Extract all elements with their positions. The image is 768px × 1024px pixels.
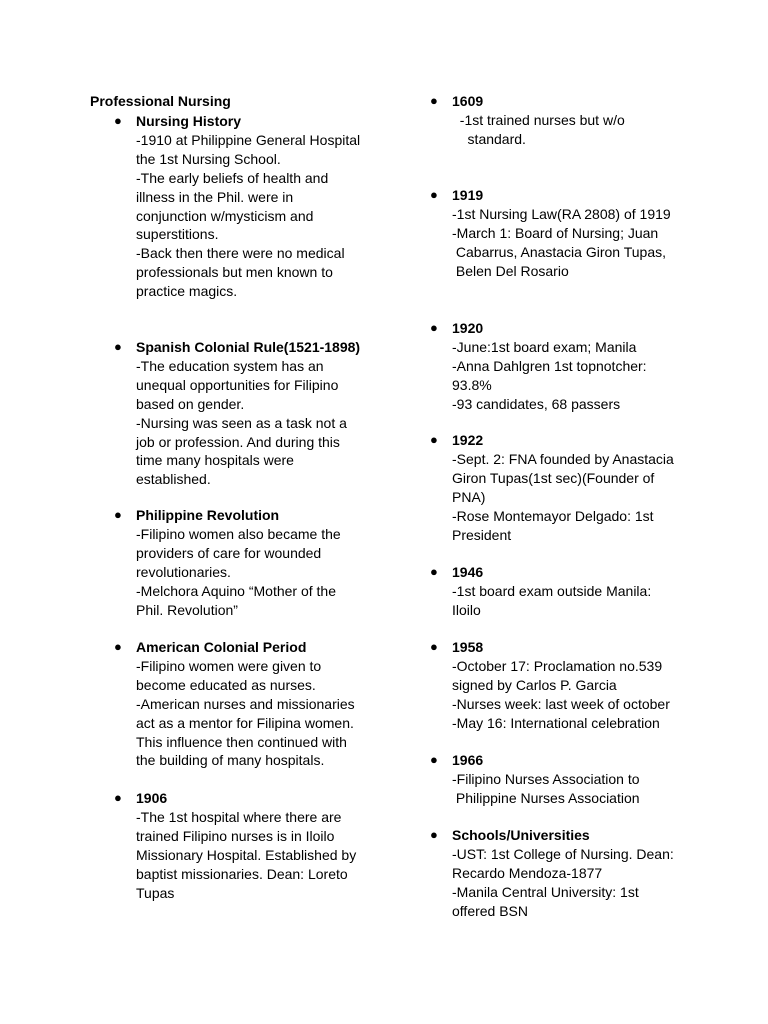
bullet-icon: ●: [430, 320, 438, 335]
section-heading: 1946: [452, 564, 484, 580]
bullet-icon: ●: [430, 93, 438, 108]
section-text-line: offered BSN: [452, 902, 529, 919]
section-text-line: Philippine Nurses Association: [452, 789, 640, 806]
section-text-line: -Filipino women were given to: [136, 657, 322, 674]
section-text-line: -March 1: Board of Nursing; Juan: [452, 224, 659, 241]
section-text-line: -The education system has an: [136, 357, 324, 374]
section-text-line: baptist missionaries. Dean: Loreto: [136, 865, 348, 882]
section-item: [114, 789, 357, 902]
section-item: [114, 506, 341, 619]
section-text-line: -Rose Montemayor Delgado: 1st: [452, 507, 654, 524]
section-text-line: Giron Tupas(1st sec)(Founder of: [452, 469, 655, 486]
section-text-line: -Melchora Aquino “Mother of the: [136, 582, 336, 599]
section-heading: 1922: [452, 432, 484, 448]
section-text-line: become educated as nurses.: [136, 676, 316, 693]
section-text-line: PNA): [452, 488, 486, 505]
section-item: [114, 638, 355, 770]
section-item: [114, 338, 361, 489]
section-text-line: Cabarrus, Anastacia Giron Tupas,: [452, 243, 666, 260]
section-heading: Philippine Revolution: [136, 507, 280, 523]
section-text-line: signed by Carlos P. Garcia: [452, 676, 617, 693]
section-item: [430, 826, 674, 921]
bullet-icon: ●: [430, 187, 438, 202]
section-heading: Spanish Colonial Rule(1521-1898): [136, 339, 361, 355]
section-text-line: -Manila Central University: 1st: [452, 883, 639, 900]
section-heading: Schools/Universities: [452, 827, 590, 843]
section-text-line: established.: [136, 471, 211, 488]
section-heading: 1958: [452, 639, 484, 655]
section-text-line: the 1st Nursing School.: [136, 150, 281, 167]
section-text-line: -The 1st hospital where there are: [136, 808, 342, 825]
section-text-line: -October 17: Proclamation no.539: [452, 657, 663, 674]
section-text-line: -The early beliefs of health and: [136, 169, 329, 186]
section-text-line: -1910 at Philippine General Hospital: [136, 131, 361, 148]
section-heading: 1919: [452, 187, 484, 203]
section-item: [430, 186, 671, 281]
section-text-line: Belen Del Rosario: [452, 262, 569, 279]
section-text-line: Iloilo: [452, 601, 481, 618]
section-item: [430, 431, 674, 544]
section-text-line: Missionary Hospital. Established by: [136, 846, 357, 863]
section-text-line: standard.: [452, 130, 526, 147]
section-item: [114, 112, 361, 301]
section-text-line: -May 16: International celebration: [452, 714, 660, 731]
section-text-line: -Filipino Nurses Association to: [452, 770, 640, 787]
section-text-line: -1st board exam outside Manila:: [452, 582, 652, 599]
section-text-line: based on gender.: [136, 395, 245, 412]
section-text-line: Recardo Mendoza-1877: [452, 864, 603, 881]
section-text-line: 93.8%: [452, 376, 492, 393]
section-text-line: Tupas: [136, 884, 175, 901]
section-text-line: Phil. Revolution”: [136, 601, 238, 618]
section-text-line: -Nurses week: last week of october: [452, 695, 670, 712]
section-text-line: revolutionaries.: [136, 563, 231, 580]
section-heading: 1906: [136, 790, 168, 806]
section-text-line: -Nursing was seen as a task not a: [136, 414, 347, 431]
document-title: Professional Nursing: [90, 93, 231, 109]
section-text-line: illness in the Phil. were in: [136, 188, 294, 205]
section-text-line: -Anna Dahlgren 1st topnotcher:: [452, 357, 647, 374]
bullet-icon: ●: [430, 752, 438, 767]
section-text-line: job or profession. And during this: [136, 433, 340, 450]
bullet-icon: ●: [114, 339, 122, 354]
section-text-line: trained Filipino nurses is in Iloilo: [136, 827, 335, 844]
bullet-icon: ●: [430, 639, 438, 654]
section-text-line: -93 candidates, 68 passers: [452, 395, 621, 412]
section-item: [430, 638, 670, 733]
section-text-line: -1st trained nurses but w/o: [452, 111, 625, 128]
section-text-line: -American nurses and missionaries: [136, 695, 355, 712]
section-text-line: professionals but men known to: [136, 264, 333, 281]
section-text-line: providers of care for wounded: [136, 544, 322, 561]
section-text-line: This influence then continued with: [136, 733, 347, 750]
bullet-icon: ●: [114, 790, 122, 805]
section-text-line: time many hospitals were: [136, 452, 294, 469]
section-text-line: President: [452, 526, 512, 543]
section-text-line: -UST: 1st College of Nursing. Dean:: [452, 845, 674, 862]
bullet-icon: ●: [430, 432, 438, 447]
section-text-line: unequal opportunities for Filipino: [136, 376, 339, 393]
bullet-icon: ●: [114, 113, 122, 128]
section-item: [430, 563, 652, 620]
section-text-line: conjunction w/mysticism and: [136, 207, 314, 224]
section-heading: American Colonial Period: [136, 639, 307, 655]
section-heading: Nursing History: [136, 113, 242, 129]
section-heading: 1920: [452, 320, 484, 336]
section-text-line: -1st Nursing Law(RA 2808) of 1919: [452, 205, 671, 222]
bullet-icon: ●: [114, 639, 122, 654]
section-text-line: act as a mentor for Filipina women.: [136, 714, 354, 731]
section-text-line: -Back then there were no medical: [136, 245, 345, 262]
section-text-line: superstitions.: [136, 226, 219, 243]
bullet-icon: ●: [430, 564, 438, 579]
section-text-line: -June:1st board exam; Manila: [452, 338, 637, 355]
section-text-line: -Sept. 2: FNA founded by Anastacia: [452, 450, 674, 467]
section-text-line: the building of many hospitals.: [136, 752, 325, 769]
bullet-icon: ●: [430, 827, 438, 842]
section-item: [430, 92, 625, 149]
section-item: [430, 751, 640, 808]
bullet-icon: ●: [114, 507, 122, 522]
section-heading: 1609: [452, 93, 484, 109]
section-item: [430, 319, 647, 414]
section-text-line: -Filipino women also became the: [136, 525, 341, 542]
section-text-line: practice magics.: [136, 283, 238, 300]
section-heading: 1966: [452, 752, 484, 768]
